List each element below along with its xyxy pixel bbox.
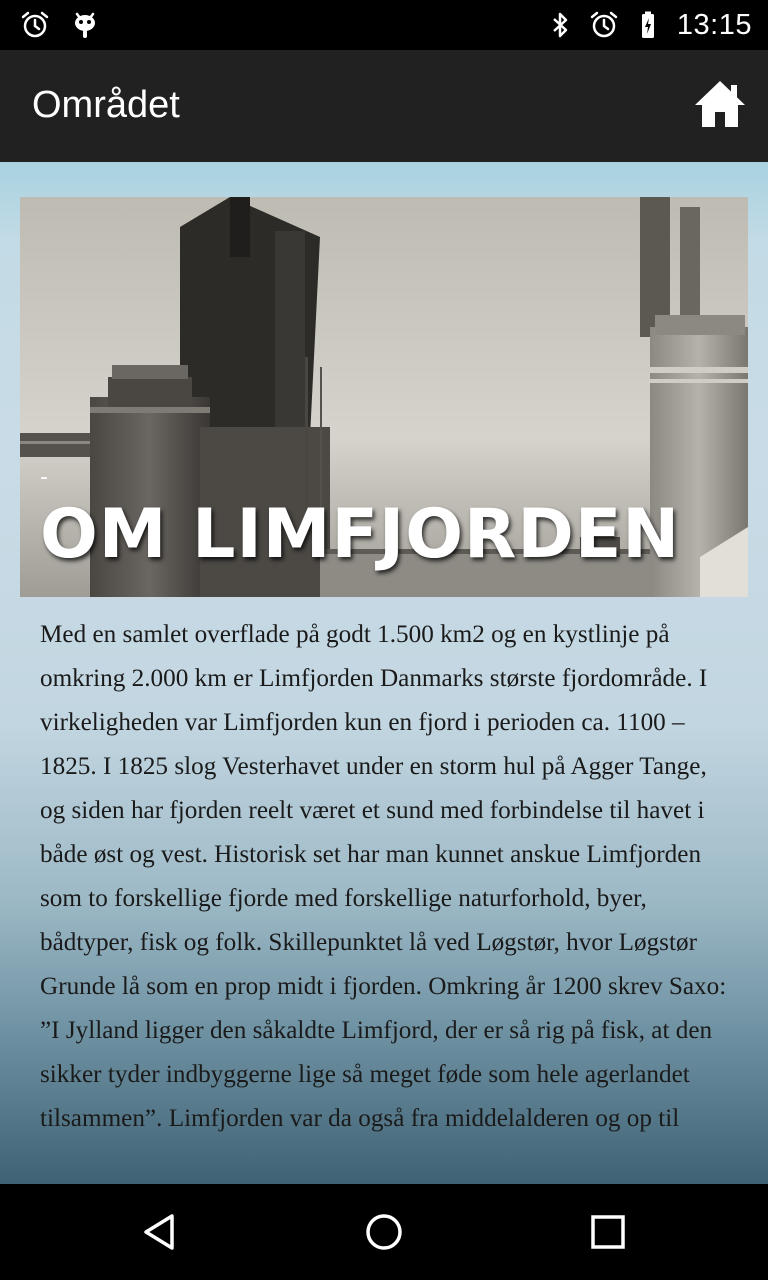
recents-button[interactable] bbox=[584, 1208, 632, 1256]
hero-dash: - bbox=[40, 465, 48, 490]
home-icon bbox=[693, 77, 747, 131]
navigation-bar bbox=[0, 1184, 768, 1280]
home-button[interactable] bbox=[690, 74, 750, 134]
hero-banner bbox=[20, 197, 748, 597]
alarm-clock-icon bbox=[20, 10, 50, 40]
alarm-clock-icon bbox=[589, 10, 619, 40]
android-icon bbox=[70, 10, 100, 40]
article-text: Med en samlet overflade på godt 1.500 km2 og en kystlinje på omkring 2.000 km er Limfjorden Danmarks største fjordområde. I virkeligheden var Limfjorden kun en fjord i perioden ca. 1100 – 1825. I 1825 slog Vesterhavet under en storm hul på Agger Tange, og siden har fjorden reelt været et sund med forbindelse til havet i både øst og vest. Historisk set har man kunnet anskue Limfjorden som to forskellige fjorde med forskellige naturforhold, byer, bådtyper, fisk og folk. Skillepunktet lå ved Løgstør, hvor Løgstør Grunde lå som en prop midt i fjorden. Omkring år 1200 skrev Saxo: ”I Jylland ligger den såkaldte Limfjord, der er så rig på fisk, at den sikker tyder indbyggerne lige så meget føde som hele agerlandet tilsammen”. Limfjorden var da også fra middelalderen og op til bbox=[40, 621, 727, 1132]
status-left-icons bbox=[20, 8, 100, 42]
recents-icon bbox=[584, 1208, 632, 1256]
hero-title: OM LIMFJORDEN bbox=[40, 495, 681, 574]
battery-charging-icon bbox=[633, 10, 663, 40]
back-icon bbox=[136, 1208, 184, 1256]
status-bar bbox=[0, 0, 768, 50]
bluetooth-icon bbox=[545, 10, 575, 40]
back-button[interactable] bbox=[136, 1208, 184, 1256]
page-title: Området bbox=[32, 84, 180, 126]
status-right-icons bbox=[545, 8, 752, 42]
content-area[interactable] bbox=[0, 162, 768, 1184]
home-circle-icon bbox=[360, 1208, 408, 1256]
status-time: 13:15 bbox=[676, 8, 752, 41]
app-bar bbox=[0, 50, 768, 162]
home-nav-button[interactable] bbox=[360, 1208, 408, 1256]
